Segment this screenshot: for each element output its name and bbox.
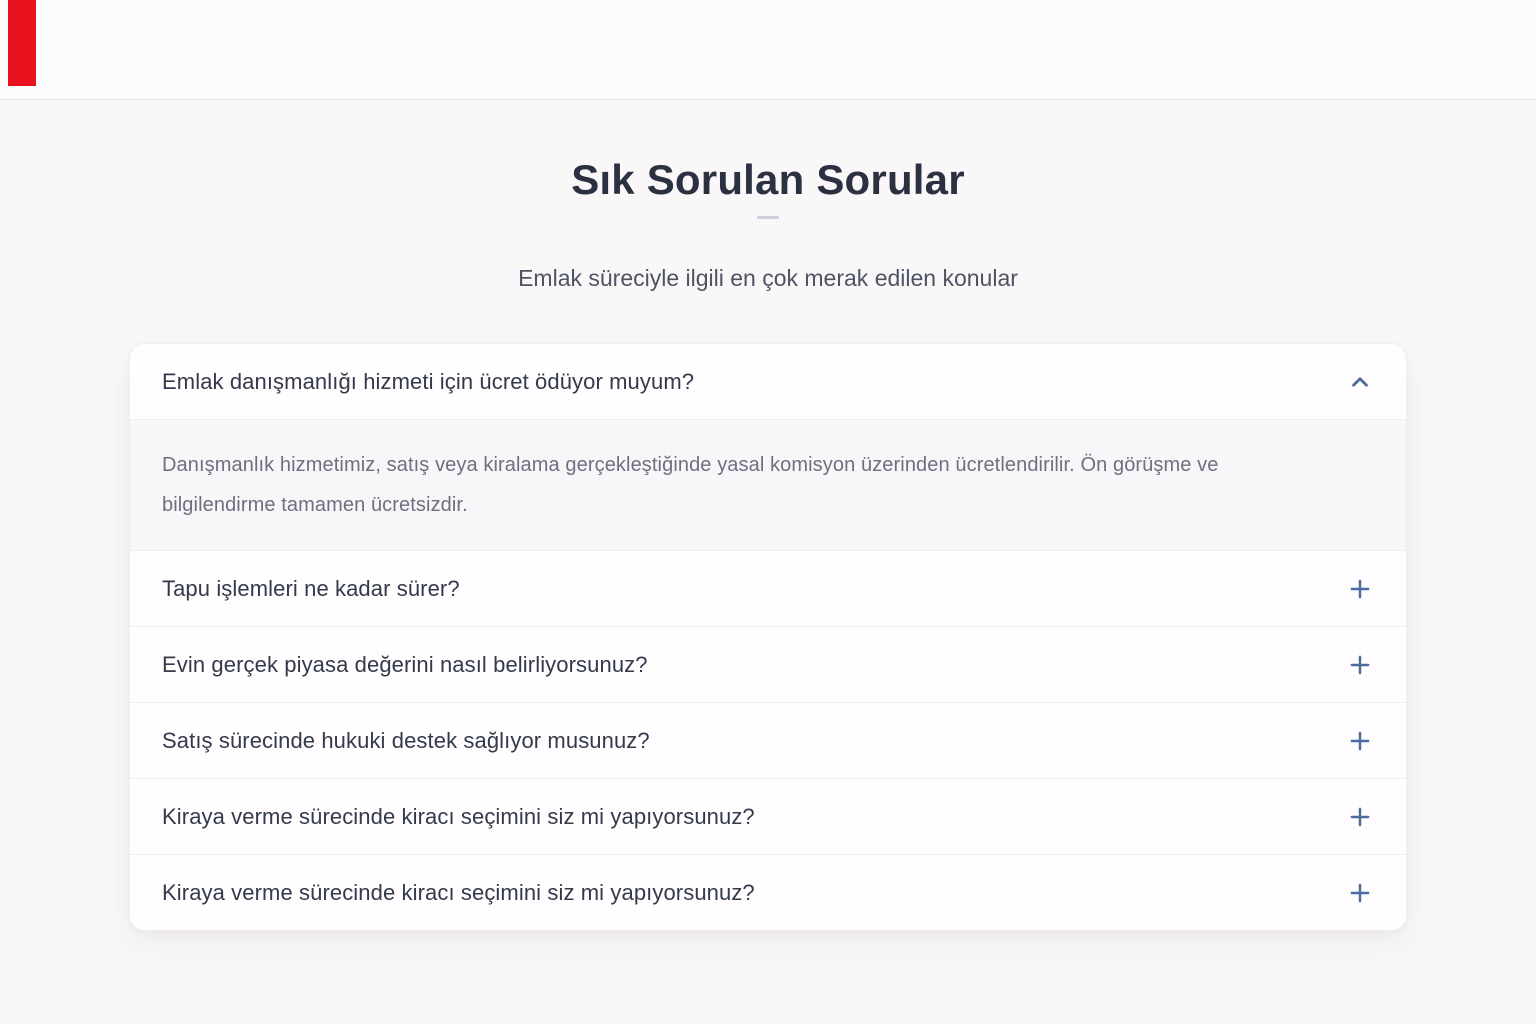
faq-item [130, 550, 1406, 626]
plus-icon[interactable] [1346, 803, 1374, 831]
plus-icon[interactable] [1346, 879, 1374, 907]
faq-answer-panel [130, 419, 1406, 550]
faq-item [130, 626, 1406, 702]
top-header-band [0, 0, 1536, 100]
faq-question-toggle[interactable] [130, 779, 1406, 854]
faq-question-label: Kiraya verme sürecinde kiracı seçimini siz mi yapıyorsunuz? [162, 803, 755, 829]
plus-icon[interactable] [1346, 651, 1374, 679]
page-title: Sık Sorulan Sorular [571, 156, 965, 203]
red-corner-marker [8, 0, 36, 86]
plus-icon[interactable] [1346, 727, 1374, 755]
faq-question-toggle[interactable] [130, 627, 1406, 702]
faq-question-label: Emlak danışmanlığı hizmeti için ücret ödüyor muyum? [162, 368, 695, 394]
faq-question-toggle[interactable] [130, 703, 1406, 778]
faq-question-toggle[interactable] [130, 855, 1406, 930]
faq-question-label: Kiraya verme sürecinde kiracı seçimini siz mi yapıyorsunuz? [162, 879, 755, 905]
faq-item [130, 854, 1406, 930]
page-subtitle: Emlak süreciyle ilgili en çok merak edilen konular [518, 265, 1018, 291]
faq-question-toggle[interactable] [130, 344, 1406, 419]
faq-item [130, 702, 1406, 778]
faq-question-label: Tapu işlemleri ne kadar sürer? [162, 575, 460, 601]
faq-question-label: Evin gerçek piyasa değerini nasıl belirliyorsunuz? [162, 651, 648, 677]
faq-item [130, 778, 1406, 854]
chevron-up-icon[interactable] [1346, 368, 1374, 396]
faq-item [130, 344, 1406, 550]
faq-question-toggle[interactable] [130, 551, 1406, 626]
plus-icon[interactable] [1346, 575, 1374, 603]
divider-ornament-icon [756, 216, 780, 238]
faq-accordion [129, 343, 1407, 931]
faq-section-header [0, 156, 1536, 292]
faq-answer-text: Danışmanlık hizmetimiz, satış veya kiralama gerçekleştiğinde yasal komisyon üzerinden ücretlendirilir. Ön görüşme ve bilgilendirme tamamen ücretsizdir. [162, 454, 1219, 516]
faq-question-label: Satış sürecinde hukuki destek sağlıyor musunuz? [162, 727, 650, 753]
